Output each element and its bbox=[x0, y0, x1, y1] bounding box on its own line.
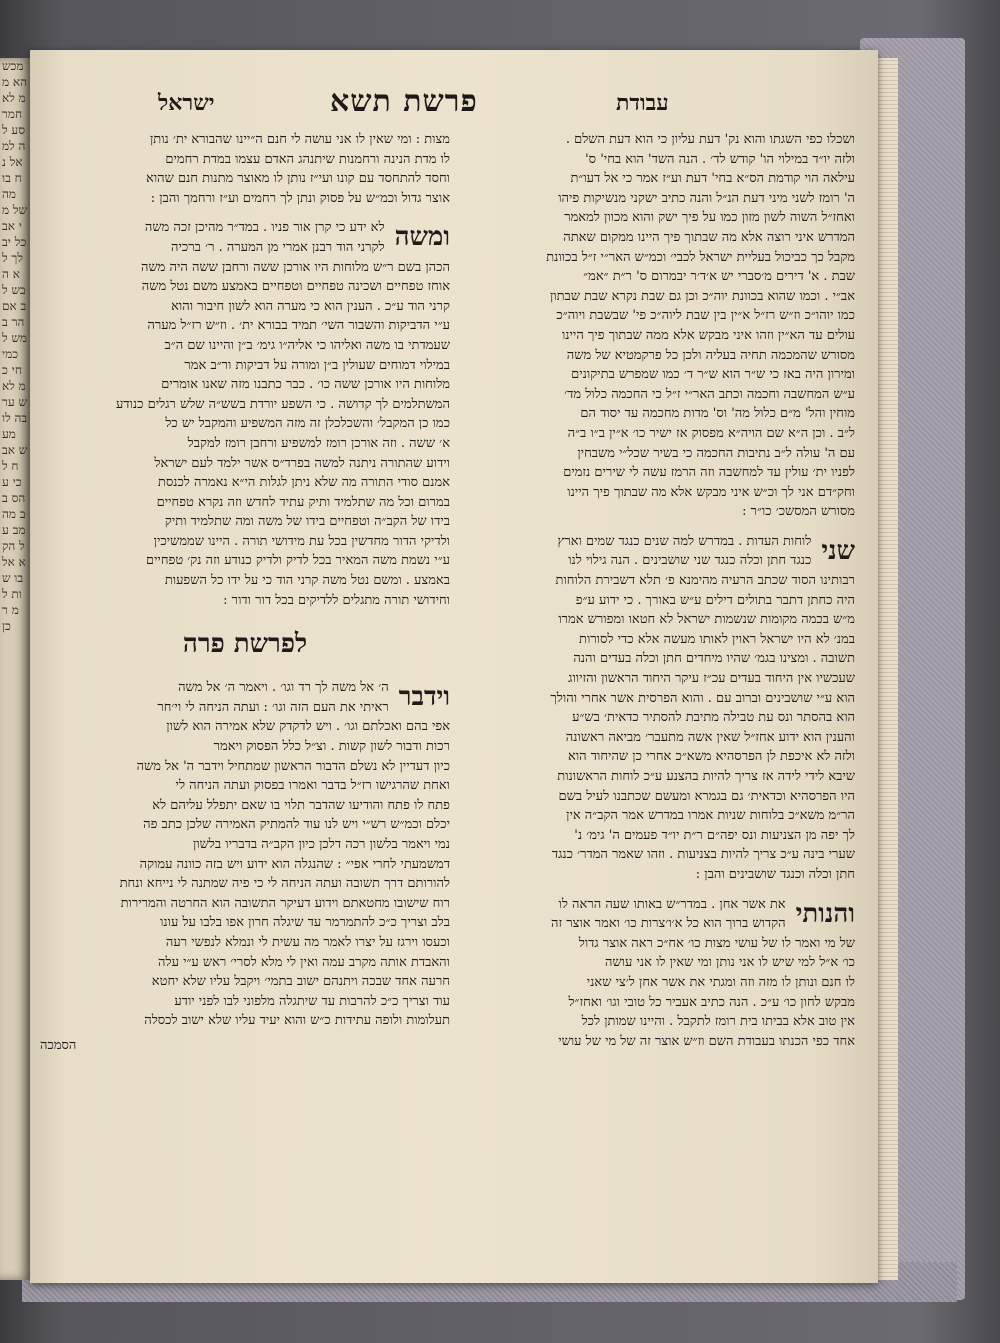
text-line: הוא בהסתר ונס עת טבילה מתיבת להסתיר כדאית׳ בש״ע bbox=[572, 710, 855, 726]
text-line: שבת . א' דירים מ׳סברי יש א׳ד׳ר יבמרום ס' ר״ת ״אמ״ bbox=[583, 269, 855, 285]
text-line: עם ה' עולה ל״ב נתיבות החכמה כי בשיר שכל״י משבחין bbox=[577, 445, 855, 461]
text-line: רכות ודבור לשון קשות . וצ״ל כלל הפסוק ויאמר bbox=[213, 739, 450, 755]
text-line: אמנם סודי התורה מה שלא ניתן לגלות הי״א נאמרה לכנסת bbox=[157, 475, 450, 491]
text-line: היו הפרסהיא וכדאית׳ גם בגמרא ומעשם שכתבנו לעיל בשם bbox=[558, 788, 855, 804]
text-line: אין טוב אלא בביתו בית רומז לתקבל . והיינו שמותן לכל bbox=[581, 1014, 855, 1030]
text-line: בידו של הקב״ה וטפחיים בידו של משה ומה שתלמיד ותיק bbox=[164, 514, 450, 530]
text-line: לו חנם ונותן לו מזה וזה ומגתי את אשר אחן ל׳צי שאני bbox=[586, 974, 855, 990]
text-line: ומירון היה באז כי ש״ר הוא ש״ר ד׳ כמו שמפרש בתיקונים bbox=[571, 367, 855, 383]
previous-page-text: מכשהא ממ לא חמר סע לה למ אל נח בו מה של מי אב כל יב לך לא ה בש לב אם הר ב מש ל כמי חי כמ לא ש ער בה לו מע ש אב ח ל כי ע הס בב מה מב על הק א אל בו ש ות למ ר כן bbox=[2, 59, 28, 633]
text-line: וחסד להתחסד עם קונו ועי״ז נותן לו מאוצר מתנות חנם שהוא bbox=[146, 171, 450, 187]
text-line: במנ׳ לא היו ישראל ראוין לאותו מעשה אלא כדי לסורות bbox=[579, 631, 855, 647]
text-line: רבותינו הסוד שכתב הרעיה מהימנא פ׳ תלא דשבירת הלוחות bbox=[555, 573, 855, 589]
text-line: רוח שישובו מחטאתם וידוע דעיקר התשובה הוא החרטה והמרירות bbox=[120, 895, 450, 911]
lead-word: שני bbox=[821, 535, 855, 566]
text-line: מסורש שהמכמה תחיה בעליה ולכן כל פרקמטיא של משה bbox=[566, 347, 855, 363]
text-line: עילאה הוי קודמת הס״א בחי' דעת וע״ז אמר כי אל דעו״ת bbox=[570, 171, 855, 187]
text-line: פתח לו פתח והודיעו שהדבר תלוי בו שאם יתפלל עליהם לא bbox=[152, 797, 450, 813]
text-line: יכלם וכמ״ש רש״י ויש לנו עוד להמתיק האמירה שלכן כתב פה bbox=[143, 817, 450, 833]
text-line: א׳ ששה . וזה אורכן רומז למשפיע ורחבן רומז למקבל bbox=[187, 435, 450, 451]
text-line: ואחת שהרגישו רז״ל בדבר ואמרו בפסוק ועתה הניחה לי bbox=[175, 778, 450, 794]
text-line: ולזה יו״ד במילוי הו' קודש לד׳ . הנה השד' הוא בחי' ס' bbox=[585, 151, 855, 167]
text-line: כנגד חתן וכלה כנגד שני שושבינים . הנה גילוי לנו bbox=[568, 553, 812, 569]
text-line: לקרני הוד רבנן אמרי מן המערה . ר׳ ברכיה bbox=[171, 239, 385, 255]
text-line: וכעסו וירגז על יצרו לאמר מה עשית לי ונמלא לנפשי רעה bbox=[165, 934, 450, 950]
left-column bbox=[40, 130, 450, 1053]
text-line: נמי ויאמר בלשון רכה דלכן כיון הקב״ה בדבריו בלשון bbox=[192, 837, 450, 852]
text-line: מ״ש בכמה מקומות שנשמות ישראל לא חטאו ומפורש אמרו bbox=[558, 612, 855, 628]
running-header bbox=[30, 84, 878, 124]
text-line: והענין הוא ידוע אחז״ל שאין אשה מתעבר׳ מביאה ראשונה bbox=[565, 729, 855, 745]
text-line: הר״מ משא״כ בלוחות שניות אמרו במדרש אמר הקב״ה אין bbox=[566, 808, 855, 824]
right-para-2 bbox=[460, 532, 855, 885]
text-line: כמו יוהו״כ וז״ש רז״ל א״ין בין שבת ליוה״כ פי' שבשבת ויוה״כ bbox=[556, 308, 855, 324]
text-line: הקדוש ברוך הוא כל א׳ו׳צרות כו׳ ואמר אוצר זה bbox=[551, 916, 786, 932]
text-line: הכהן בשם ר״ש מלוחות היו אורכן ששה ורחבן ששה היה משה bbox=[140, 259, 450, 275]
text-line: אחד כפי הכנתו בעבודת השם וז״ש אוצר זה של מי של עושי bbox=[558, 1033, 855, 1049]
lead-word: והנותי bbox=[795, 898, 855, 929]
text-line: היה כחתן דתבר בתולים דילים ע״ש באורך . כי ידוע ע״פ bbox=[575, 592, 855, 608]
text-line: ולדיקי הדור מחדשין בכל עת מידושי תורה . היינו שממשיכין bbox=[153, 533, 450, 549]
text-line: ל״ב . וכן ה״א שם הויה״א מפסוק אז ישיר כו׳ א״ין ב״ו ב״ה bbox=[567, 425, 855, 441]
text-line: אב״י . וכמו שהוא בכוונת יוה״כ וכן גם שבת נקרא שבת שבתון bbox=[549, 288, 855, 304]
text-line: באמצע . ומשם נטל משה קרני הוד כי על ידו כל השפעות bbox=[164, 573, 450, 589]
left-para-3 bbox=[40, 678, 450, 1031]
text-line: מצות : ומי שאין לו אני עושה לי חנם ה״יינו שהבורא ית׳ נותן bbox=[149, 132, 450, 147]
book-page bbox=[30, 50, 878, 1283]
text-line: תעלומות ולופה עתידות כ״ש והוא יעיד עליו שלא ישוב לכסלה bbox=[144, 1013, 450, 1029]
text-line: ע״י נשמת משה המאיר בכל לדיק ולדיק כנודע וזה נק׳ טפחיים bbox=[145, 553, 450, 569]
text-line: והאבדת אותה מקרב עמה ואין לי מלא לסרי׳ ראש ע״י עלה bbox=[158, 954, 450, 970]
text-line: במרום וכל מה שתלמיד ותיק עתיד לחדש וזה נקרא טפחיים bbox=[156, 494, 450, 510]
text-line: בלב וצריך כ״כ להתמרמר עד שיגלה חרון אפו בלבו על עונו bbox=[160, 915, 450, 931]
text-line: כמו כן המקבל׳ והשכלכלן זה מזה המשפיע והמקבל יש כל bbox=[165, 416, 450, 432]
text-line: כיון דעדיין לא נשלם הדבור הראשון שמתחיל וידבר ה' אל משה bbox=[136, 758, 450, 774]
text-line: עולים עד הא״ין וזהו איני מבקש אלא ממה שבתוך פיך היינו bbox=[561, 327, 855, 343]
lead-word: וידבר bbox=[398, 682, 450, 713]
text-line: חרעה אחד שבכה ויתנהם ישוב בתמי׳ ויקבל עליו שלא יחטא bbox=[151, 974, 450, 990]
text-line: ע״י הדביקות והשבור השי׳ תמיד בבורא ית׳ . וז״ש רז״ל מערה bbox=[147, 318, 450, 334]
text-line: עוד וצריך כ״כ להרבות עד שיתגלה מלפוני לבו לפני יודע bbox=[174, 993, 450, 1009]
section-heading: לפרשת פרה bbox=[182, 629, 308, 660]
left-para-1 bbox=[40, 130, 450, 208]
text-line: במילוי דמוחים שעולין ב״ן ומורה על דביקות ור״ב אמר bbox=[184, 357, 450, 373]
text-line: מסורש המסשכ׳ כו״ר : bbox=[742, 504, 855, 520]
text-line: דמשמעתי לחרי אפי״ : שהנגלה הוא ידוע ויש בזה כוונה עמוקה bbox=[139, 856, 450, 872]
text-line: וחידושי תורה מתגלים ללדיקים בכל דור ודור : bbox=[223, 592, 450, 608]
text-line: תשובה . ומצינו בגמ׳ שהיו מיחדים חתן וכלה בעדים והנה bbox=[573, 651, 855, 667]
text-line: ואחז״ל השוה לשון מזון כמו על פיך ישק והוא מכוון למאמר bbox=[564, 210, 855, 226]
header-right: עבודת bbox=[616, 90, 669, 116]
text-line: לך יפה מן הצניעות ונס יפה״ם ר״ת יו״ד פעמים ה' גימ׳ נ' bbox=[574, 827, 855, 843]
text-line: לו מדת הנינה ורחמנות שיתנהג האדם עצמו במדת רחמים bbox=[165, 151, 450, 167]
right-para-3 bbox=[460, 895, 855, 1052]
right-column bbox=[460, 130, 855, 1051]
text-line: שעמדתי בו משה ואליהו כי אליה״ו גימ׳ ב״ן והיינו שם ה״ב bbox=[164, 337, 450, 353]
text-line: חתן וכלה וכנגד שושבינים והבן : bbox=[695, 866, 855, 882]
text-line: ושכלו כפי השגתו והוא נק' דעת עליון כי הוא דעת השלם . bbox=[565, 132, 855, 147]
text-line: מבקש לחון כו׳ ע״כ . הנה כתיב אעביר כל טובי וגו׳ ואחז״ל bbox=[568, 994, 855, 1010]
text-line: אפי בהם ואכלתם וגו׳ . ויש לדקדק שלא אמירה הוא לשון bbox=[166, 719, 450, 735]
text-line: ה' רומז לשני מיני דעת הנ״ל והנה כתיב ישקני מנשיקות פיהו bbox=[558, 190, 855, 206]
text-line: קרני הוד ע״כ . הענין הוא כי מערה הוא לשון חיבור והוא bbox=[171, 298, 450, 314]
text-line: של מי ואמר לו של עושי מצות כו׳ אח״כ ראה אוצר גדול bbox=[578, 935, 855, 951]
text-line: המשתלמים לך קדושה . כי השפע יורדת בשש״ה שלש רגלים כנודע bbox=[115, 396, 450, 412]
text-line: ה׳ אל משה לך רד וגו׳ . ויאמר ה׳ אל משה bbox=[178, 680, 389, 696]
left-para-2 bbox=[40, 218, 450, 610]
text-line: שעכשיו אין היחוד בעדים עכ״ז עיקר היחוד הראשון והזיווג bbox=[568, 671, 855, 687]
text-line: ראיתי את העם הזה וגו׳ : ועתה הניחה לי וי׳חר bbox=[157, 699, 389, 715]
lead-word: ומשה bbox=[394, 222, 450, 253]
text-line: אוצר גדול וכמ״ש על פסוק ונתן לך רחמים וע״ז ורחמך והבן : bbox=[150, 190, 450, 206]
text-line: מלוחות היו אורכן ששה כו׳ . כבר כתבנו מזה שאנו אומרים bbox=[161, 377, 450, 393]
header-title: פרשת תשא bbox=[330, 84, 478, 119]
header-left: ישראל bbox=[158, 90, 215, 116]
text-line: ע״ש המחשבה וחכמה וכתב האר״י ז״ל כי החכמה כלול מד׳ bbox=[564, 386, 855, 402]
text-line: שערי בינה ע״כ צריך להיות בצניעות . וזהו שאמר המדר׳ כנגד bbox=[551, 847, 855, 863]
text-line: מקבל כך כביכול בעליית ישראל לכבי׳ וכמ״ש האר״י ז״ל בכוונת bbox=[546, 249, 855, 265]
text-line: הוא ע״י שושבינים וברוב עם . והוא הפרסית אשר אחרי והולך bbox=[550, 690, 855, 706]
text-line: ולזה לא איכפת לן הפרסהיא משא״כ אחרי כן שהיחוד הוא bbox=[568, 749, 855, 765]
text-line: לפניו ית׳ עולין עד למחשבה וזה הרמז עשה לי שירים נזמים bbox=[563, 465, 855, 481]
text-line: אוחז טפחיים ושכינה טפחיים וטפחיים באמצע משם נטל משה bbox=[141, 279, 450, 295]
text-line: המדרש איני רוצה אלא מה שבתוך פיך היינו ממקום שאתה bbox=[563, 229, 855, 245]
catchword: הסמכה bbox=[40, 1037, 77, 1053]
text-line: וידוע שהתורה ניתנה למשה בפרד״ס אשר ילמד לעם ישראל bbox=[154, 455, 450, 471]
previous-page-sliver bbox=[0, 58, 30, 1280]
text-line: להורותם דרך תשובה ועתה הניחה לי כי פיה שמתנה לי נייחא ונחת bbox=[119, 876, 450, 892]
text-line: לא ידע כי קרן אור פניו . במד״ר מהיכן זכה משה bbox=[144, 220, 385, 236]
page-edges bbox=[878, 58, 898, 1280]
text-line: שיבא לידי לידה אז צריך להיות בהצנע ע״כ לוחות הראשונות bbox=[557, 769, 855, 784]
right-para-1 bbox=[460, 130, 855, 522]
text-line: מוחין והל' מ״ם כלול מה' וס' מדות מחכמה עד יסוד הם bbox=[580, 406, 855, 422]
text-line: וחק״דם אני לך וכ״ש איני מבקש אלא מה שבתוך פיך היינו bbox=[567, 484, 855, 500]
text-line: כו׳ א״ל למי שיש לו אני נותן ומי שאין לו אני עושה bbox=[605, 955, 855, 971]
text-line: לוחות העדות . במדרש למה שנים כנגד שמים וארץ bbox=[557, 533, 812, 549]
text-line: את אשר אחן . במדר״ש באותו שעה הראה לו bbox=[558, 896, 786, 912]
